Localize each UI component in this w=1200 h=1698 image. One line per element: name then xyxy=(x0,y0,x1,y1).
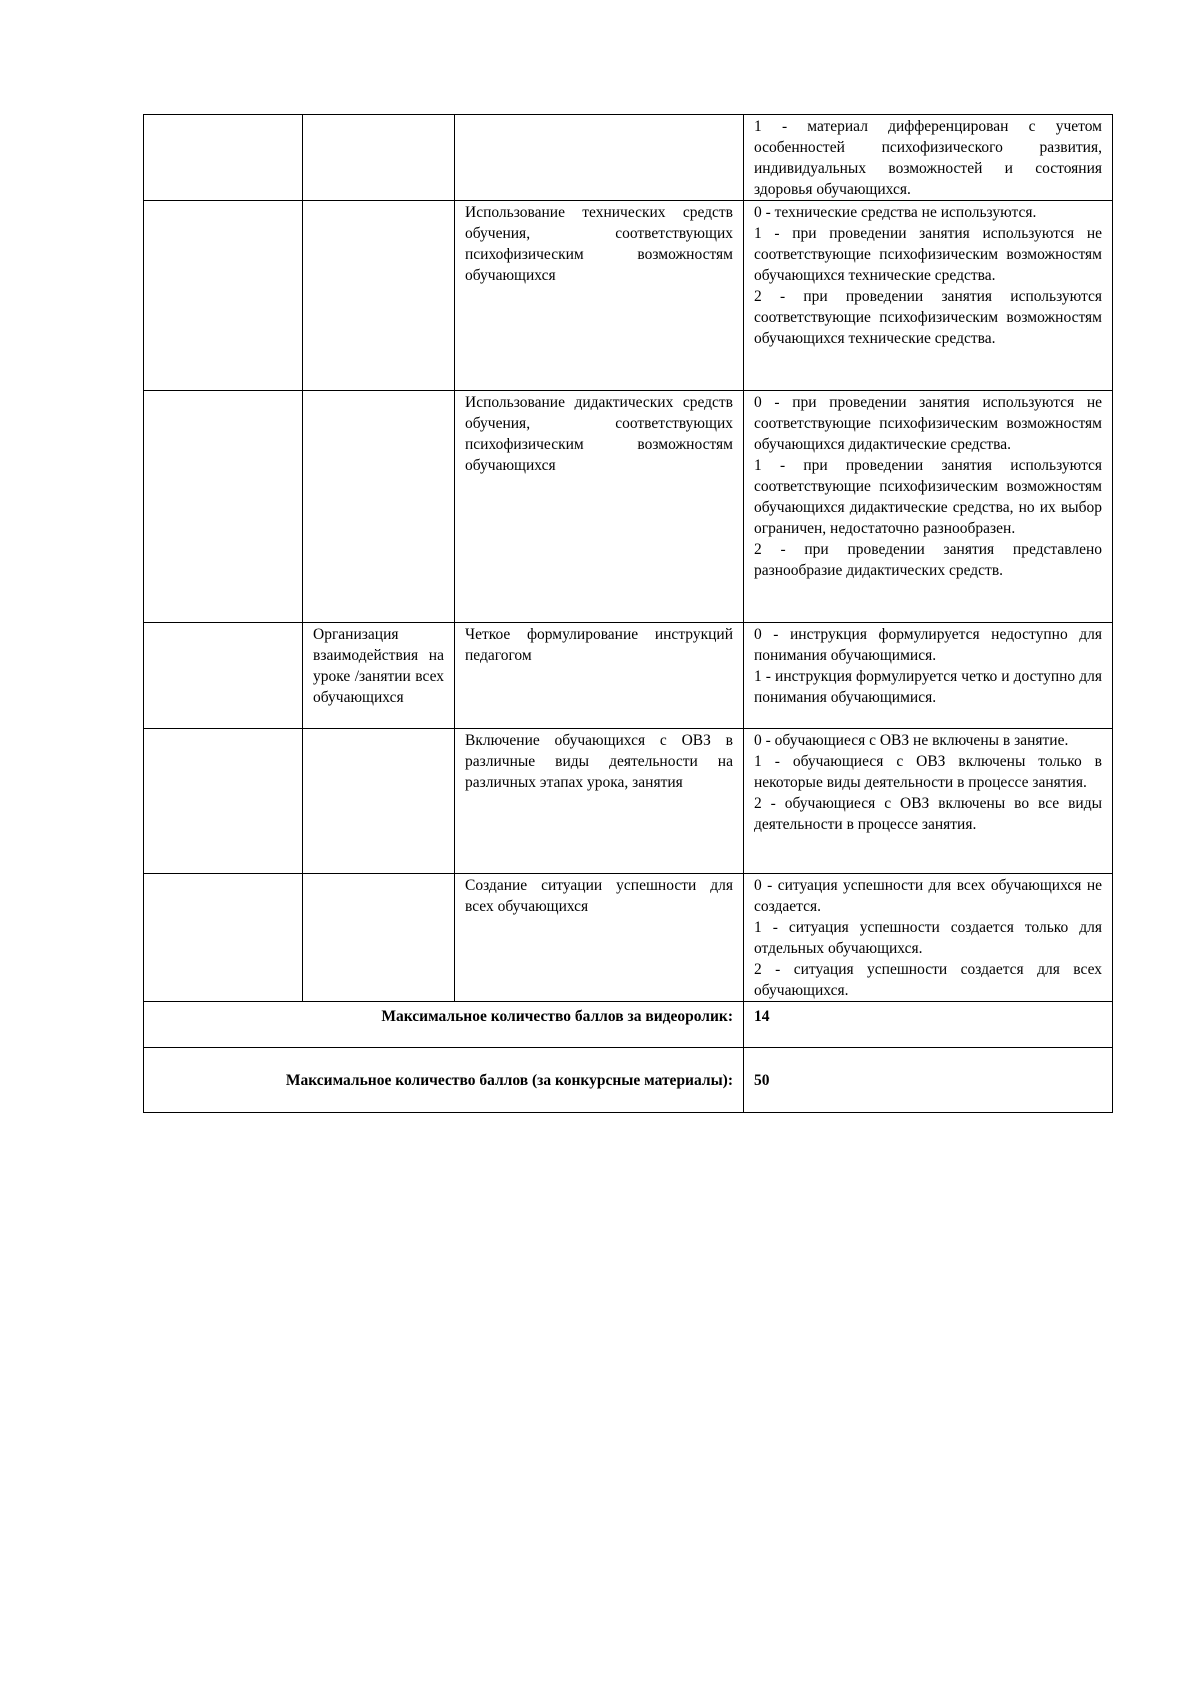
group-cell: Организация взаимодействия на уроке /занятии всех обучающихся xyxy=(303,623,455,729)
indicator-cell xyxy=(144,115,303,201)
score-line: 0 - обучающиеся с ОВЗ не включены в занятие. xyxy=(754,732,1069,749)
total-value: 14 xyxy=(744,1002,1113,1048)
score-line: 0 - при проведении занятия используются не соответствующие психофизическим возможностям обучающихся дидактические средства. xyxy=(754,394,1102,453)
score-line: 2 - ситуация успешности создается для всех обучающихся. xyxy=(754,961,1102,999)
total-row-materials xyxy=(144,1048,1113,1113)
total-row-video xyxy=(144,1002,1113,1048)
scores-cell xyxy=(744,729,1113,874)
score-line: 1 - при проведении занятия используются соответствующие психофизическим возможностям обучающихся дидактические средства, но их выбор ограничен, недостаточно разнообразен. xyxy=(754,457,1102,537)
table-row xyxy=(144,623,1113,729)
score-line: 0 - технические средства не используются. xyxy=(754,204,1037,221)
indicator-cell xyxy=(144,729,303,874)
score-line: 0 - инструкция формулируется недоступно для понимания обучающимися. xyxy=(754,626,1102,664)
score-line: 1 - ситуация успешности создается только для отдельных обучающихся. xyxy=(754,919,1102,957)
score-line: 1 - материал дифференцирован с учетом особенностей психофизического развития, индивидуальных возможностей и состояния здоровья обучающихся. xyxy=(754,118,1102,198)
total-label: Максимальное количество баллов (за конкурсные материалы): xyxy=(144,1048,744,1113)
criterion-cell: Использование технических средств обучения, соответствующих психофизическим возможностям обучающихся xyxy=(455,201,744,391)
table-row xyxy=(144,201,1113,391)
score-line: 1 - обучающиеся с ОВЗ включены только в некоторые виды деятельности в процессе занятия. xyxy=(754,753,1102,791)
indicator-cell xyxy=(144,623,303,729)
criterion-cell xyxy=(455,115,744,201)
table-row xyxy=(144,115,1113,201)
indicator-cell xyxy=(144,201,303,391)
criterion-cell: Создание ситуации успешности для всех обучающихся xyxy=(455,874,744,1002)
score-line: 0 - ситуация успешности для всех обучающихся не создается. xyxy=(754,877,1102,915)
score-line: 2 - при проведении занятия используются соответствующие психофизическим возможностям обучающихся технические средства. xyxy=(754,288,1102,347)
scores-cell xyxy=(744,391,1113,623)
scores-cell xyxy=(744,623,1113,729)
scores-cell xyxy=(744,201,1113,391)
score-line: 2 - обучающиеся с ОВЗ включены во все виды деятельности в процессе занятия. xyxy=(754,795,1102,833)
criterion-cell: Использование дидактических средств обучения, соответствующих психофизическим возможностям обучающихся xyxy=(455,391,744,623)
score-line: 1 - инструкция формулируется четко и доступно для понимания обучающимися. xyxy=(754,668,1102,706)
group-cell xyxy=(303,201,455,391)
group-cell xyxy=(303,729,455,874)
total-value: 50 xyxy=(744,1048,1113,1113)
table-row xyxy=(144,391,1113,623)
scores-cell xyxy=(744,115,1113,201)
criterion-cell: Четкое формулирование инструкций педагогом xyxy=(455,623,744,729)
scores-cell xyxy=(744,874,1113,1002)
indicator-cell xyxy=(144,874,303,1002)
table-row xyxy=(144,874,1113,1002)
group-cell xyxy=(303,391,455,623)
score-line: 1 - при проведении занятия используются не соответствующие психофизическим возможностям обучающихся технические средства. xyxy=(754,225,1102,284)
table-row xyxy=(144,729,1113,874)
total-label: Максимальное количество баллов за видеоролик: xyxy=(144,1002,744,1048)
group-cell xyxy=(303,874,455,1002)
group-cell xyxy=(303,115,455,201)
evaluation-criteria-table xyxy=(143,114,1113,1113)
score-line: 2 - при проведении занятия представлено разнообразие дидактических средств. xyxy=(754,541,1102,579)
criterion-cell: Включение обучающихся с ОВЗ в различные виды деятельности на различных этапах урока, занятия xyxy=(455,729,744,874)
indicator-cell xyxy=(144,391,303,623)
